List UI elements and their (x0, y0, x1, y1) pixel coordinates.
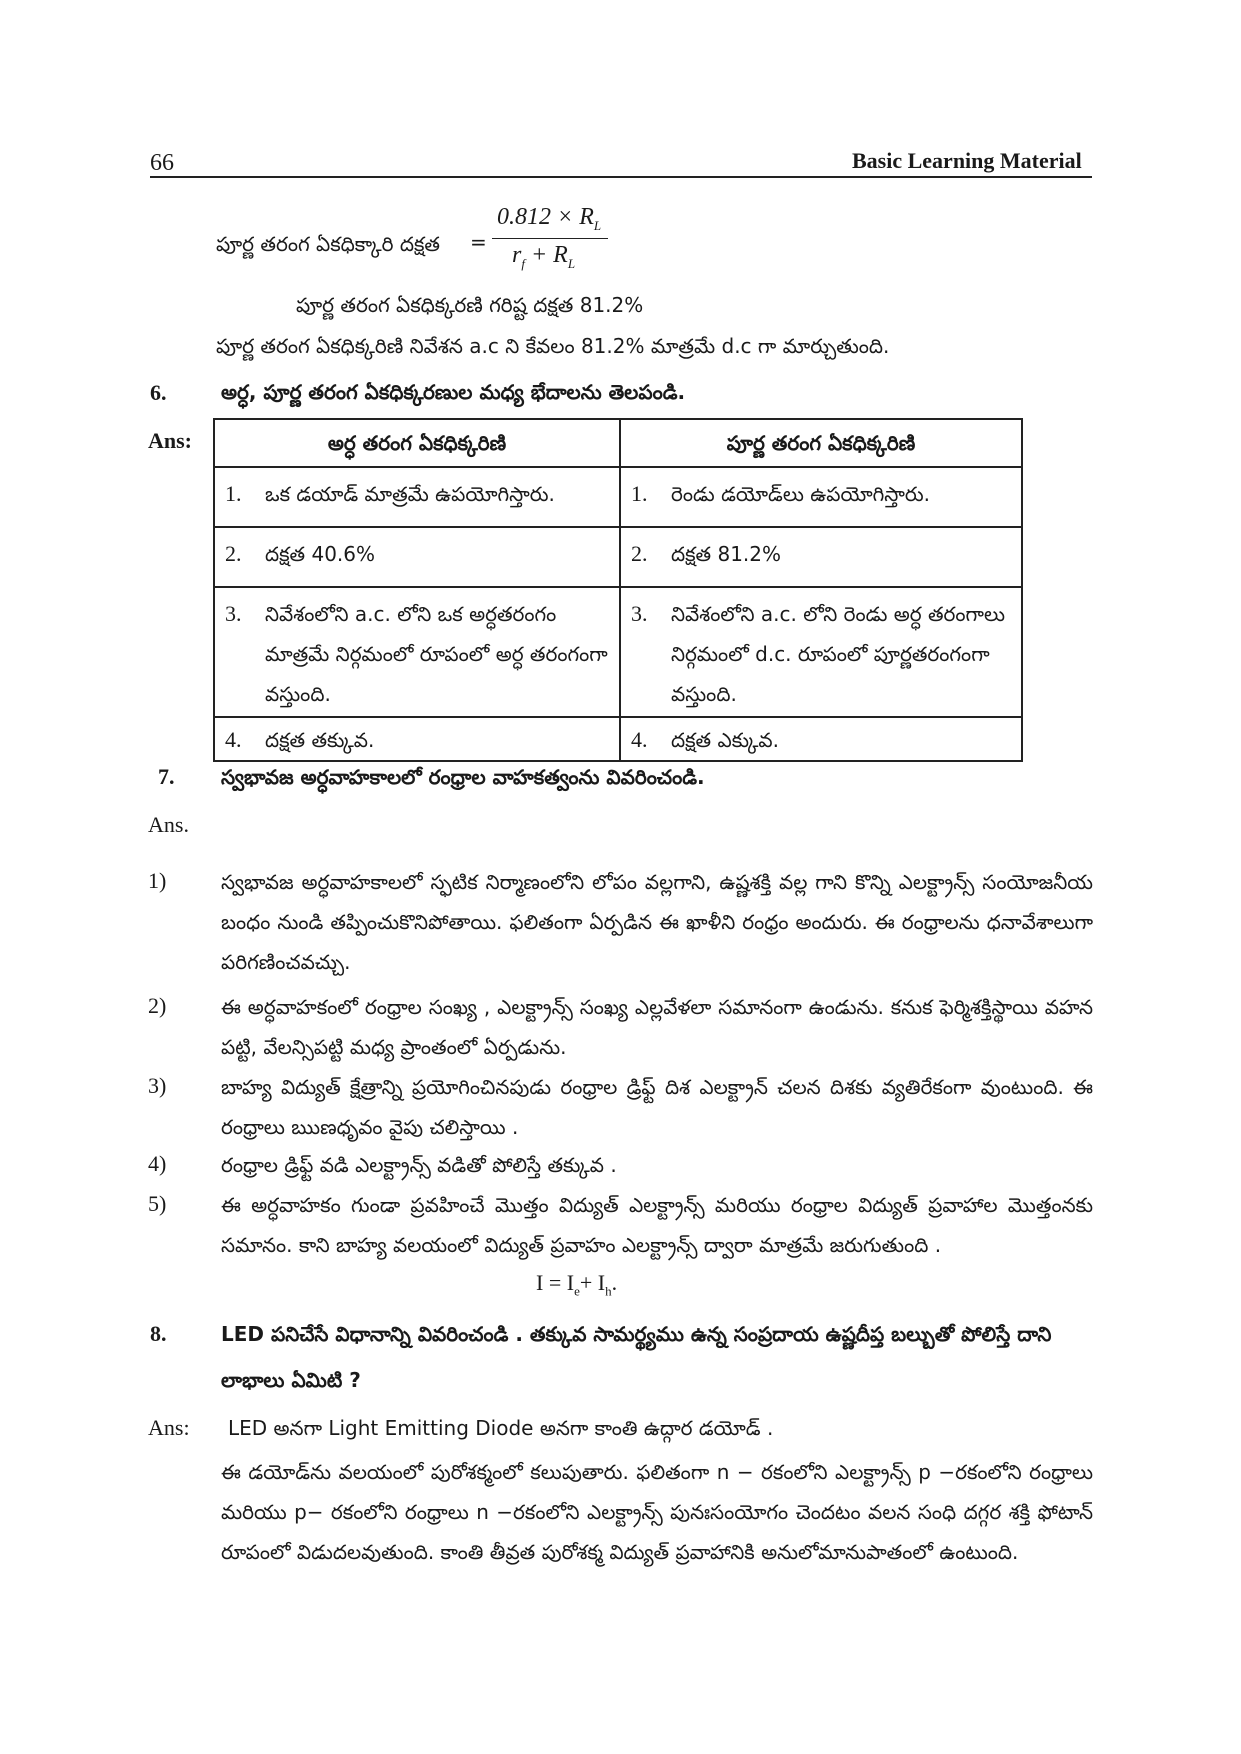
header-rule (150, 176, 1092, 178)
table-row (214, 467, 1022, 527)
row-number: 1. (225, 481, 242, 506)
table-row (214, 587, 1022, 717)
cell-text: నివేశంలోని a.c. లోని ఒక అర్ధతరంగం మాత్రమే నిర్గమంలో రూపంలో అర్ధ తరంగంగా వస్తుంది. (265, 602, 608, 706)
q7-point-number: 4) (148, 1151, 167, 1176)
q7-point-text: ఈ అర్ధవాహకం గుండా ప్రవహించే మొత్తం విద్యుత్ ఎలక్ట్రాన్స్ మరియు రంధ్రాల విద్యుత్ ప్రవాహాల మొత్తంనకు సమానం. కాని బాహ్య వలయంలో విద్యుత్ ప్రవాహం ఎలక్ట్రాన్స్ ద్వారా మాత్రమే జరుగుతుంది . (221, 1193, 1093, 1257)
q7-point-text: రంధ్రాల డ్రిఫ్ట్ వడి ఎలక్ట్రాన్స్ వడితో పోలిస్తే తక్కువ . (221, 1153, 617, 1177)
cell-text: దక్షత 81.2% (671, 542, 782, 566)
row-number: 3. (225, 601, 242, 626)
table-header-full-wave: పూర్ణ తరంగ ఏకధిక్కరిణి (620, 419, 1022, 467)
table-cell (214, 587, 620, 717)
q7-point-text: స్వభావజ అర్ధవాహకాలలో స్ఫటిక నిర్మాణంలోని లోపం వల్లగాని, ఉష్ణశక్తి వల్ల గాని కొన్ని ఎలక్ట్రాన్స్ సంయోజనీయ బంధం నుండి తప్పించుకొనిపోతాయి. ఫలితంగా ఏర్పడిన ఈ ఖాళీని రంధ్రం అందురు. ఈ రంధ్రాలను ధనావేశాలుగా పరిగణించవచ్చు. (221, 870, 1093, 974)
formula-equals: = (470, 230, 487, 254)
cell-text: దక్షత తక్కువ. (265, 728, 375, 752)
cell-text: దక్షత ఎక్కువ. (671, 728, 779, 752)
fraction-bar (492, 238, 608, 239)
row-number: 3. (631, 601, 648, 626)
cell-text: దక్షత 40.6% (265, 542, 376, 566)
table-cell (214, 527, 620, 587)
conversion-line: పూర్ణ తరంగ ఏకధిక్కరిణి నివేశన a.c ని కేవలం 81.2% మాత్రమే d.c గా మార్చుతుంది. (216, 334, 890, 358)
q8-question-line2: లాభాలు ఏమిటి ? (221, 1368, 361, 1392)
comparison-table (213, 418, 1023, 762)
q7-point-number: 5) (148, 1191, 167, 1216)
q8-question-line1: LED పనిచేసే విధానాన్ని వివరించండి . తక్కువ సామర్థ్యము ఉన్న సంప్రదాయ ఉష్ణదీప్త బల్బుతో పోలిస్తే దాని (221, 1322, 1052, 1346)
table-row (214, 717, 1022, 761)
table-cell (214, 717, 620, 761)
q8-number: 8. (150, 1321, 167, 1346)
q7-question: స్వభావజ అర్ధవాహకాలలో రంధ్రాల వాహకత్వంను వివరించండి. (221, 765, 705, 789)
table-header-row (214, 419, 1022, 467)
max-efficiency-line: పూర్ణ తరంగ ఏకధిక్కరణి గరిష్ట దక్షత 81.2% (296, 293, 644, 317)
current-equation: $I = I_e+ I_h$. (536, 1270, 618, 1299)
q7-point-text: బాహ్య విద్యుత్ క్షేత్రాన్ని ప్రయోగించినపుడు రంధ్రాల డ్రిఫ్ట్ దిశ ఎలక్ట్రాన్ చలన దిశకు వ్యతిరేకంగా వుంటుంది. ఈ రంధ్రాలు ఋణధృవం వైపు చలిస్తాయి . (221, 1075, 1093, 1139)
table-cell (620, 467, 1022, 527)
formula-numerator: $0.812 \times R_L$ (497, 204, 602, 233)
page-number: 66 (150, 150, 174, 176)
q7-point-text: ఈ అర్ధవాహకంలో రంధ్రాల సంఖ్య , ఎలక్ట్రాన్స్ సంఖ్య ఎల్లవేళలా సమానంగా ఉండును. కనుక ఫెర్మిశక్తిస్థాయి వహన పట్టి, వేలన్సిపట్టి మధ్య ప్రాంతంలో ఏర్పడును. (221, 995, 1093, 1059)
row-number: 1. (631, 481, 648, 506)
cell-text: ఒక డయాడ్ మాత్రమే ఉపయోగిస్తారు. (265, 482, 555, 506)
table-cell (620, 587, 1022, 717)
q6-ans-label: Ans: (148, 428, 193, 453)
table-header-half-wave: అర్ధ తరంగ ఏకధిక్కరిణి (214, 419, 620, 467)
cell-text: నివేశంలోని a.c. లోని రెండు అర్ధ తరంగాలు నిర్గమంలో d.c. రూపంలో పూర్ణతరంగంగా వస్తుంది. (671, 602, 1006, 706)
q7-point-number: 2) (148, 993, 167, 1018)
q8-answer-line1: LED అనగా Light Emitting Diode అనగా కాంతి ఉద్గార డయోడ్ . (228, 1416, 774, 1440)
q7-ans-label: Ans. (148, 812, 189, 837)
table-row (214, 527, 1022, 587)
q7-point-number: 1) (148, 868, 167, 893)
q6-number: 6. (150, 380, 167, 405)
q6-question: అర్ధ, పూర్ణ తరంగ ఏకధిక్కరణుల మధ్య భేదాలను తెలపండి. (221, 380, 686, 404)
q7-number: 7. (158, 764, 175, 789)
row-number: 2. (631, 541, 648, 566)
cell-text: రెండు డయోడ్‌లు ఉపయోగిస్తారు. (671, 482, 931, 506)
q8-answer-paragraph: ఈ డయోడ్‌ను వలయంలో పురోశక్మంలో కలుపుతారు. ఫలితంగా n − రకంలోని ఎలక్ట్రాన్స్ p −రకంలోని రంధ్రాలు మరియు p− రకంలోని రంధ్రాలు n −రకంలోని ఎలక్ట్రాన్స్ పునఃసంయోగం చెందటం వలన సంధి దగ్గర శక్తి ఫోటాన్ రూపంలో విడుదలవుతుంది. కాంతి తీవ్రత పురోశక్మ విద్యుత్ ప్రవాహానికి అనులోమానుపాతంలో ఉంటుంది. (221, 1460, 1093, 1564)
q8-ans-label: Ans: (148, 1415, 190, 1440)
formula-label: పూర్ణ తరంగ ఏకధిక్కారి దక్షత (216, 232, 440, 256)
q7-point-number: 3) (148, 1073, 167, 1098)
table-cell (214, 467, 620, 527)
table-cell (620, 527, 1022, 587)
running-header-title: Basic Learning Material (852, 148, 1082, 173)
row-number: 4. (225, 727, 242, 752)
table-cell (620, 717, 1022, 761)
row-number: 2. (225, 541, 242, 566)
formula-denominator: $r_f + R_L$ (512, 242, 576, 271)
row-number: 4. (631, 727, 648, 752)
